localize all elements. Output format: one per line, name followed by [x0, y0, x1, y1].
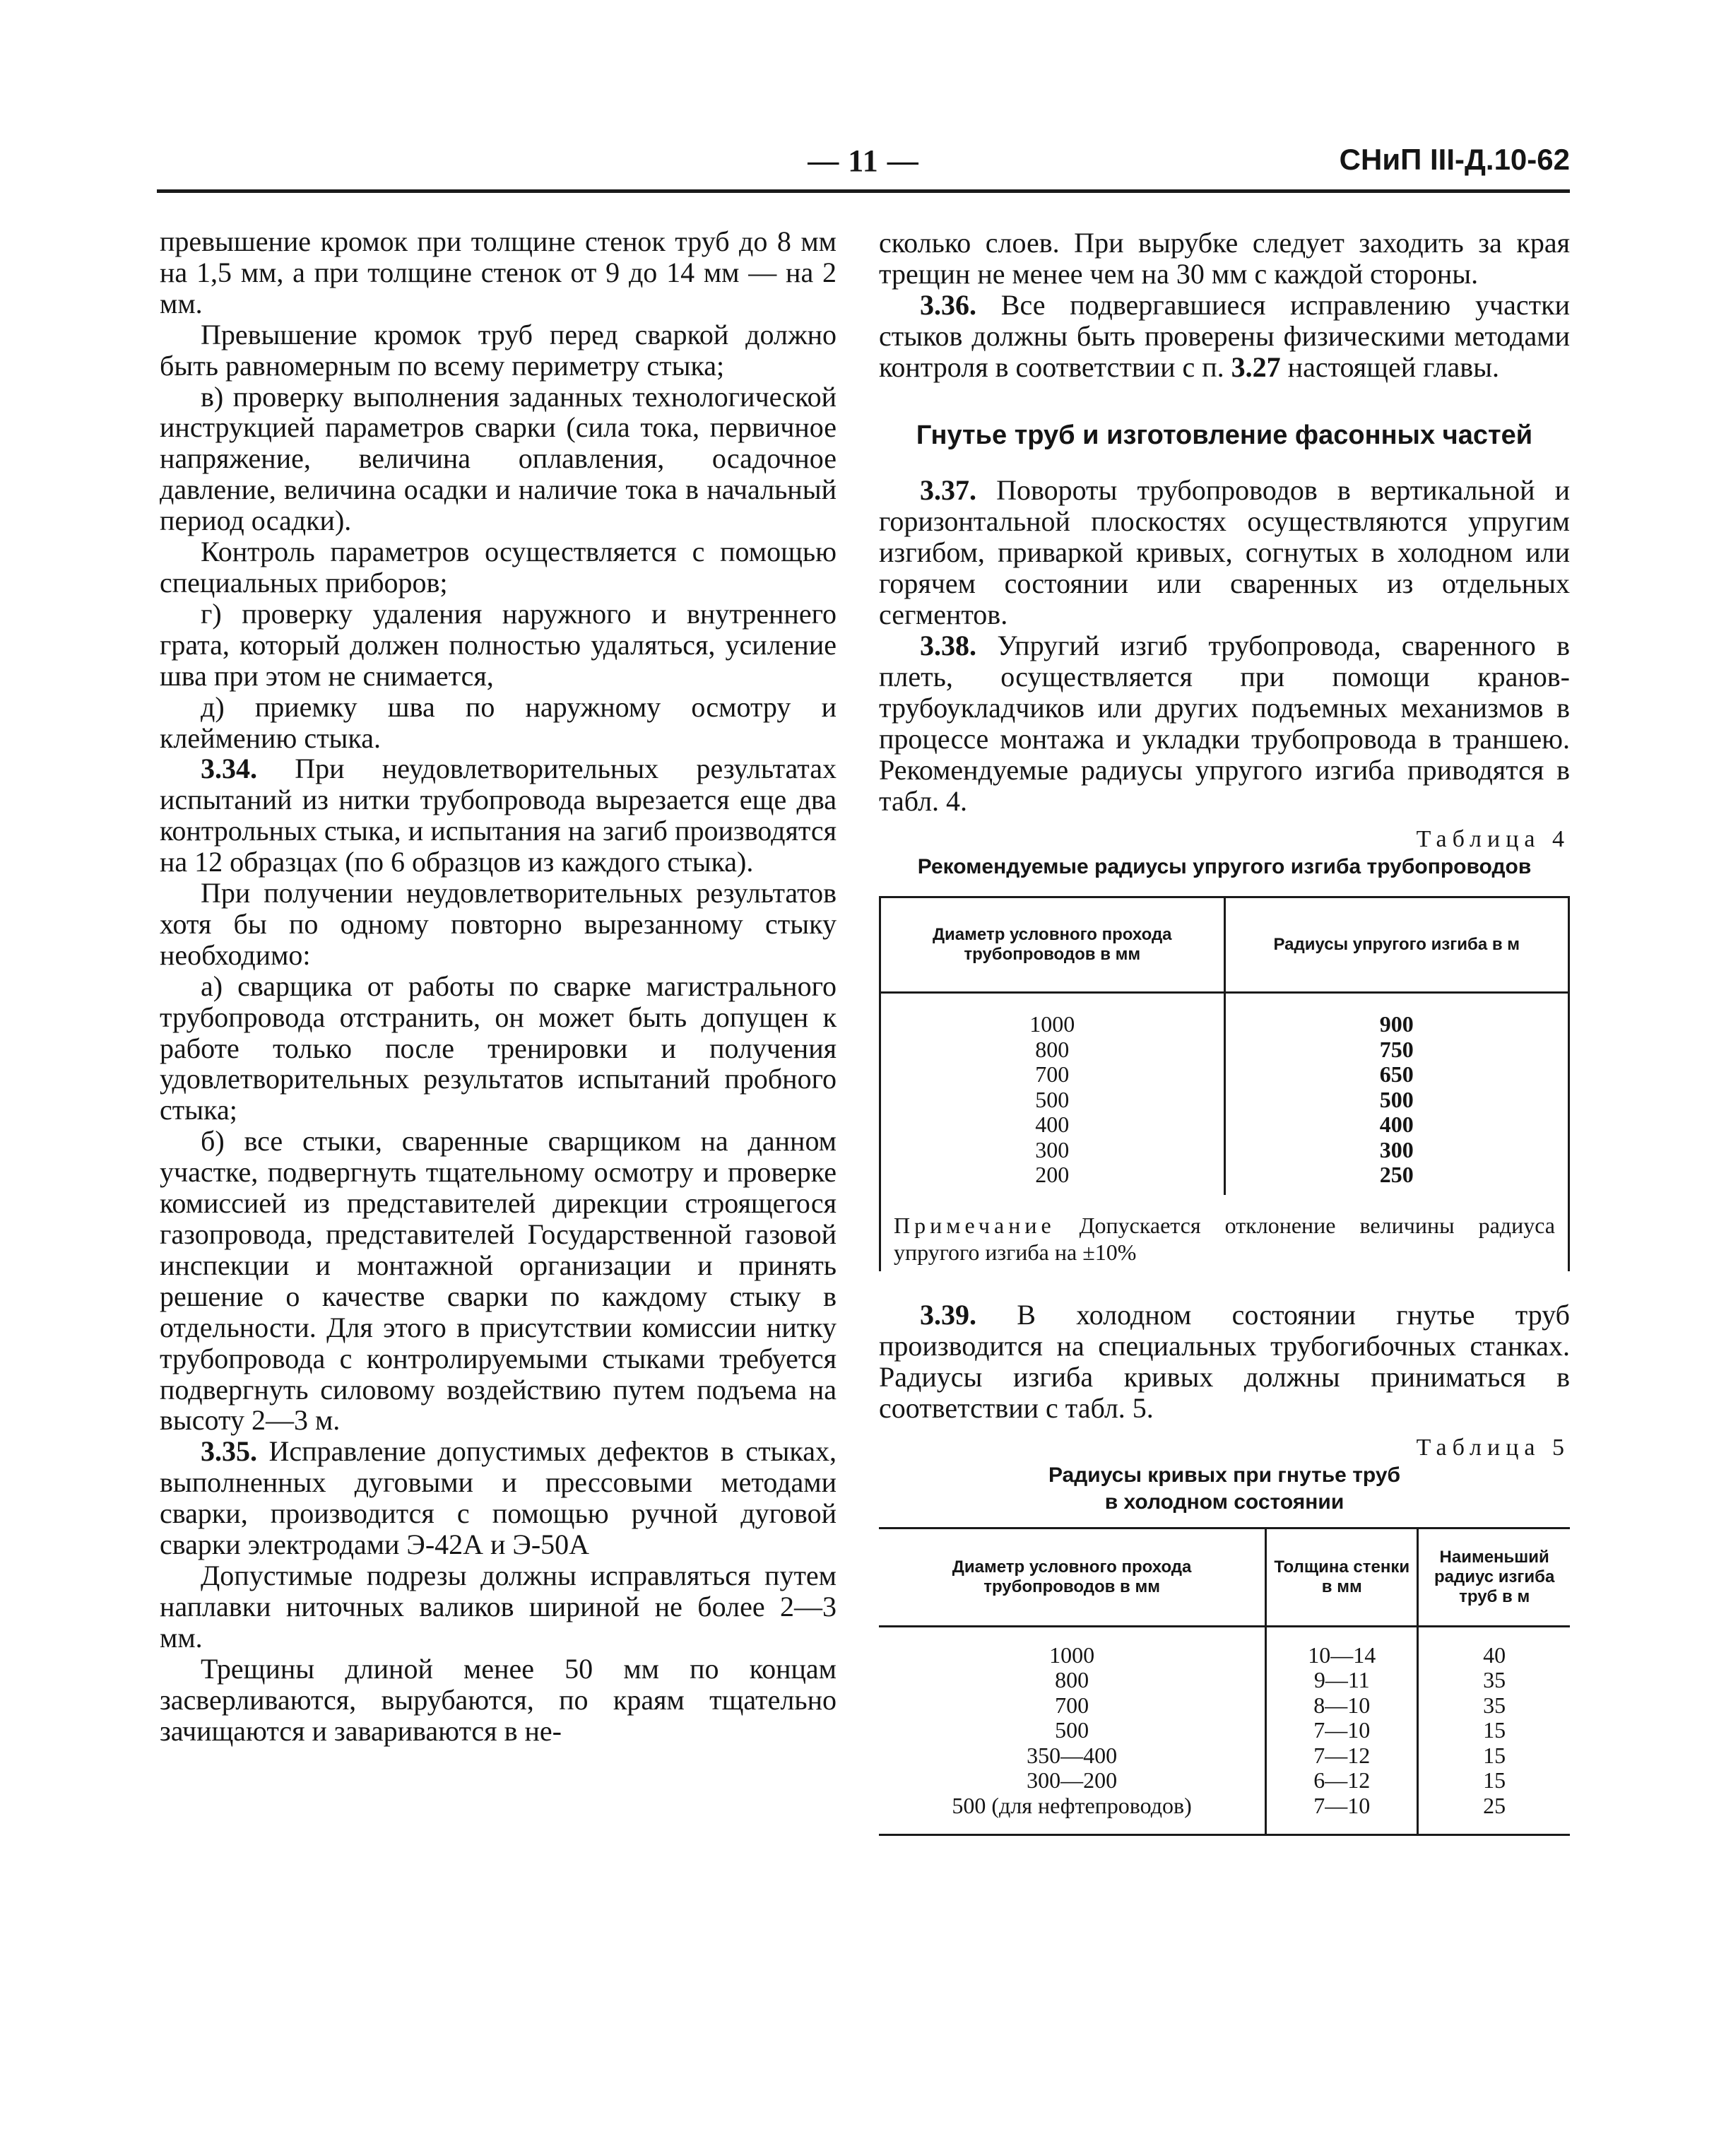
table-4	[879, 896, 1570, 1271]
paragraph: а) сварщика от работы по сварке магистрального трубопровода отстранить, он может быть допущен к работе только после тренировки и получения удовлетворительных результатов испытаний пробного стыка;	[160, 970, 837, 1126]
paragraph: Превышение кромок труб перед сваркой должно быть равномерным по всему периметру стыка;	[160, 318, 837, 382]
table-4-diameter-values: 1000 800 700 500 400 300 200	[1029, 1011, 1075, 1187]
paragraph: г) проверку удаления наружного и внутреннего грата, который должен полностью удаляться, усиление шва при этом не снимается,	[160, 597, 837, 692]
clause-3-36	[879, 290, 1570, 383]
table-4-title: Рекомендуемые радиусы упругого изгиба трубопроводов	[917, 855, 1532, 878]
table-5-header-diameter: Диаметр условного прохода трубопроводов в мм	[879, 1528, 1266, 1626]
note-text: Допускается отклонение величины радиуса упругого изгиба на ±10%	[894, 1212, 1556, 1265]
clause-number: 3.38.	[920, 630, 976, 661]
paragraph: сколько слоев. При вырубке следует заходить за края трещин не менее чем на 30 мм с каждой стороны.	[879, 227, 1570, 290]
clause-text: В холодном состоянии гнутье труб производится на специальных трубогибочных станках. Радиусы изгиба кривых должны приниматься в соответствии с табл. 5.	[879, 1298, 1570, 1424]
clause-text: Упругий изгиб трубопровода, сваренного в плеть, осуществляется при помощи кранов-трубоукладчиков или других подъемных механизмов в процессе монтажа и укладки трубопровода в траншею. Рекомендуемые радиусы упругого изгиба приводятся в табл. 4.	[879, 630, 1571, 817]
paragraph: Допустимые подрезы должны исправляться путем наплавки ниточных валиков шириной не более 2—3 мм.	[160, 1559, 837, 1654]
table-5-radius-values: 40 35 35 15 15 15 25	[1418, 1626, 1570, 1835]
clause-text: Все подвергавшиеся исправлению участки стыков должны быть проверены физическими методами контроля в соответствии с п.	[879, 289, 1570, 383]
table-5-diameter-values: 1000 800 700 500 350—400 300—200 500 (для нефтепроводов)	[952, 1642, 1192, 1818]
table-4-header-diameter: Диаметр условного прохода трубопроводов в мм	[880, 897, 1225, 993]
clause-number: 3.34.	[201, 753, 257, 785]
clause-3-34	[160, 753, 837, 878]
document-code: СНиП III-Д.10-62	[1339, 143, 1570, 176]
table-4-label: Таблица 4	[1416, 826, 1570, 852]
clause-text: Исправление допустимых дефектов в стыках, выполненных дуговыми и прессовыми методами сварки, производится с помощью ручной дуговой сварки электродами Э-42А и Э-50А	[160, 1435, 837, 1561]
clause-3-35	[160, 1436, 837, 1560]
table-4-header-radius: Радиусы упругого изгиба в м	[1224, 897, 1569, 993]
clause-number: 3.35.	[201, 1435, 257, 1468]
table-4-radius-values: 900 750 650 500 400 300 250	[1224, 993, 1569, 1195]
header-rule	[157, 189, 1570, 193]
table-5	[879, 1527, 1570, 1837]
paragraph: Трещины длиной менее 50 мм по концам засверливаются, вырубаются, по краям тщательно зачищаются и завариваются в не-	[160, 1652, 837, 1747]
paragraph: При получении неудовлетворительных результатов хотя бы по одному повторно вырезанному стыку необходимо:	[160, 877, 837, 971]
paragraph: в) проверку выполнения заданных технологической инструкцией параметров сварки (сила тока, первичное напряжение, величина оплавления, осадочное давление, величина осадки и наличие тока в начальный период осадки).	[160, 380, 837, 537]
table-5-label: Таблица 5	[1416, 1434, 1570, 1461]
paragraph: б) все стыки, сваренные сварщиком на данном участке, подвергнуть тщательному осмотру и проверке комиссией из представителей дирекции строящегося газопровода, представителей Государственной газовой инспекции и монтажной организации и принять решение о качестве сварки по каждому стыку в отдельности. Для этого в присутствии комиссии нитку трубопровода с контролируемыми стыками требуется подвергнуть силовому воздействию путем подъема на высоту 2—3 м.	[160, 1125, 837, 1437]
table-5-title-line-1: Радиусы кривых при гнутье труб	[1048, 1463, 1401, 1487]
table-4-note	[879, 1195, 1570, 1271]
clause-3-38	[879, 630, 1570, 817]
clause-number: 3.36.	[920, 289, 976, 321]
clause-number: 3.39.	[920, 1298, 976, 1331]
clause-number: 3.37.	[920, 474, 976, 506]
section-heading: Гнутье труб и изготовление фасонных частей	[916, 420, 1533, 450]
note-label: Примечание	[894, 1212, 1056, 1238]
clause-text-tail: настоящей главы.	[1287, 351, 1499, 383]
paragraph: превышение кромок при толщине стенок труб до 8 мм на 1,5 мм, а при толщине стенок от 9 до 14 мм — на 2 мм.	[160, 225, 837, 319]
paragraph: Контроль параметров осуществляется с помощью специальных приборов;	[160, 536, 837, 599]
table-5-header-radius: Наименьший радиус изгиба труб в м	[1418, 1528, 1570, 1626]
table-5-title-line-2: в холодном состоянии	[1104, 1490, 1344, 1514]
table-5-header-thickness: Толщина стенки в мм	[1266, 1528, 1418, 1626]
page-header	[157, 143, 1570, 184]
right-column	[879, 228, 1570, 1836]
table-5-thickness-values: 10—14 9—11 8—10 7—10 7—12 6—12 7—10	[1266, 1626, 1418, 1835]
clause-3-37	[879, 475, 1570, 630]
clause-text: Повороты трубопроводов в вертикальной и горизонтальной плоскостях осуществляются упругим изгибом, приваркой кривых, согнутых в холодном или горячем состоянии или сваренных из отдельных сегментов.	[879, 474, 1570, 630]
clause-text: При неудовлетворительных результатах испытаний из нитки трубопровода вырезается еще два контрольных стыка, и испытания на загиб производятся на 12 образцах (по 6 образцов из каждого стыка).	[160, 753, 837, 878]
page-number: — 11 —	[808, 143, 919, 178]
clause-3-39	[879, 1300, 1570, 1424]
clause-reference: 3.27	[1231, 351, 1281, 383]
paragraph: д) приемку шва по наружному осмотру и клеймению стыка.	[160, 690, 837, 754]
left-column	[160, 226, 837, 1746]
